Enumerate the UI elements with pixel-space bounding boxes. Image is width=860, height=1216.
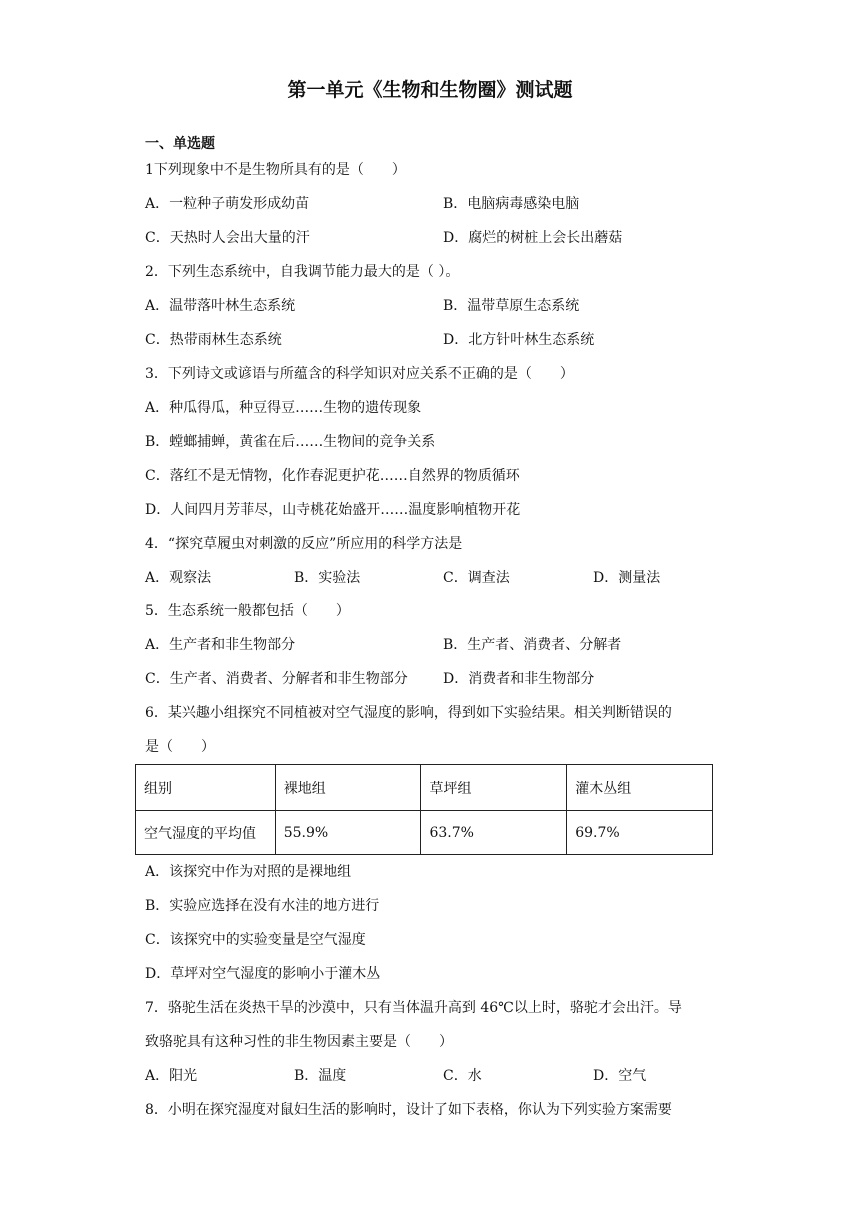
question-7-option-a: A．阳光 — [145, 1068, 198, 1084]
question-4-option-d: D．测量法 — [593, 570, 661, 586]
table-cell: 空气湿度的平均值 — [136, 811, 276, 855]
question-1-option-a: A．一粒种子萌发形成幼苗 — [145, 196, 310, 212]
section-heading: 一、单选题 — [145, 136, 215, 152]
page-title: 第一单元《生物和生物圈》测试题 — [287, 79, 573, 101]
question-5-stem: 5．生态系统一般都包括（ ） — [145, 603, 350, 619]
table-header-cell: 组别 — [136, 765, 276, 811]
question-6-stem-continued: 是（ ） — [145, 739, 215, 755]
question-3-option-c: C．落红不是无情物，化作春泥更护花……自然界的物质循环 — [145, 468, 520, 484]
table-cell: 55.9% — [275, 811, 421, 855]
question-6-option-d: D．草坪对空气湿度的影响小于灌木丛 — [145, 966, 381, 982]
question-1-option-c: C．天热时人会出大量的汗 — [145, 230, 310, 246]
table-cell: 69.7% — [567, 811, 713, 855]
question-3-option-a: A．种瓜得瓜，种豆得豆……生物的遗传现象 — [145, 400, 422, 416]
question-6-option-a: A．该探究中作为对照的是裸地组 — [145, 864, 352, 880]
question-5-option-a: A．生产者和非生物部分 — [145, 637, 296, 653]
question-7-option-c: C．水 — [443, 1068, 482, 1084]
question-7-stem-continued: 致骆驼具有这种习性的非生物因素主要是（ ） — [145, 1034, 453, 1050]
question-2-option-a: A．温带落叶林生态系统 — [145, 298, 296, 314]
question-8-stem: 8．小明在探究湿度对鼠妇生活的影响时，设计了如下表格，你认为下列实验方案需要 — [145, 1102, 672, 1118]
question-4-option-c: C．调查法 — [443, 570, 510, 586]
question-3-option-d: D．人间四月芳菲尽，山寺桃花始盛开……温度影响植物开花 — [145, 502, 521, 518]
question-7-stem: 7．骆驼生活在炎热干旱的沙漠中，只有当体温升高到 46℃以上时，骆驼才会出汗。导 — [145, 1000, 682, 1016]
table-header-cell: 裸地组 — [275, 765, 421, 811]
question-3-stem: 3．下列诗文或谚语与所蕴含的科学知识对应关系不正确的是（ ） — [145, 366, 574, 382]
table-header-cell: 草坪组 — [421, 765, 567, 811]
question-2-stem: 2．下列生态系统中，自我调节能力最大的是（ ）。 — [145, 264, 460, 280]
question-4-option-b: B．实验法 — [294, 570, 361, 586]
question-6-option-c: C．该探究中的实验变量是空气湿度 — [145, 932, 366, 948]
question-2-option-c: C．热带雨林生态系统 — [145, 332, 282, 348]
table-header-row — [136, 765, 713, 811]
question-6-stem: 6．某兴趣小组探究不同植被对空气湿度的影响，得到如下实验结果。相关判断错误的 — [145, 705, 672, 721]
question-2-option-d: D．北方针叶林生态系统 — [443, 332, 595, 348]
question-7-option-b: B．温度 — [294, 1068, 347, 1084]
experiment-results-table — [135, 764, 713, 855]
question-6-option-b: B．实验应选择在没有水洼的地方进行 — [145, 898, 380, 914]
table-cell: 63.7% — [421, 811, 567, 855]
question-4-stem: 4．“探究草履虫对刺激的反应”所应用的科学方法是 — [145, 536, 463, 552]
question-3-option-b: B．螳螂捕蝉，黄雀在后……生物间的竞争关系 — [145, 434, 436, 450]
question-5-option-d: D．消费者和非生物部分 — [443, 671, 595, 687]
question-2-option-b: B．温带草原生态系统 — [443, 298, 580, 314]
question-5-option-c: C．生产者、消费者、分解者和非生物部分 — [145, 671, 408, 687]
question-4-option-a: A．观察法 — [145, 570, 212, 586]
question-1-option-b: B．电脑病毒感染电脑 — [443, 196, 580, 212]
question-1-option-d: D．腐烂的树桩上会长出蘑菇 — [443, 230, 623, 246]
table-header-cell: 灌木丛组 — [567, 765, 713, 811]
question-7-option-d: D．空气 — [593, 1068, 647, 1084]
question-5-option-b: B．生产者、消费者、分解者 — [443, 637, 622, 653]
question-1-stem: 1下列现象中不是生物所具有的是（ ） — [145, 162, 406, 178]
table-row — [136, 811, 713, 855]
